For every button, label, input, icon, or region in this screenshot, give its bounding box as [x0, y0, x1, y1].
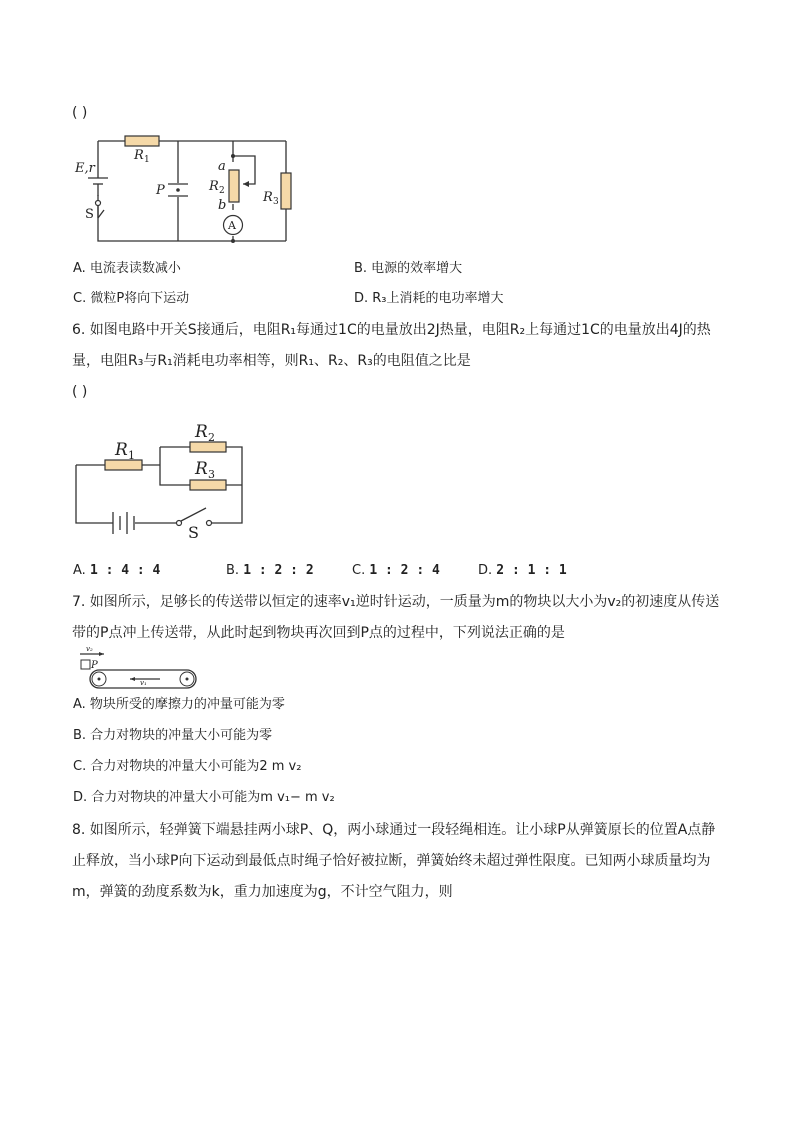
- q7-option-b: B. 合力对物块的冲量大小可能为零: [73, 728, 273, 743]
- q5-answer-paren: ( ): [72, 105, 88, 121]
- q5-option-c: C. 微粒P将向下运动: [73, 291, 190, 306]
- label-v2: v₂: [86, 645, 93, 653]
- q6-option-d: D. 2 : 1 : 1: [478, 563, 567, 578]
- q8-stem-line3: m，弹簧的劲度系数为k，重力加速度为g，不计空气阻力，则: [72, 884, 453, 900]
- q8-stem-line2: 止释放，当小球P向下运动到最低点时绳子恰好被拉断，弹簧始终未超过弹性限度。已知两小球质量均为: [72, 853, 711, 869]
- q6-option-b: B. 1 : 2 : 2: [226, 563, 314, 578]
- label-p: P: [91, 660, 98, 671]
- q6-stem-line2: 量，电阻R₃与R₁消耗电功率相等，则R₁、R₂、R₃的电阻值之比是: [72, 353, 471, 369]
- q6-option-a: A. 1 : 4 : 4: [73, 563, 161, 578]
- label-p: P: [156, 183, 165, 198]
- label-b: b: [218, 198, 227, 213]
- label-s: S: [85, 207, 94, 222]
- label-r1: R: [115, 440, 128, 460]
- label-r2: R: [209, 179, 219, 194]
- label-v1: v₁: [140, 679, 147, 687]
- svg-text:3: 3: [273, 197, 279, 207]
- ammeter-label: A: [228, 219, 236, 232]
- q6-option-c: C. 1 : 2 : 4: [352, 563, 440, 578]
- label-r3: R: [195, 459, 208, 479]
- svg-text:1: 1: [144, 155, 150, 165]
- svg-text:1: 1: [128, 449, 135, 462]
- q7-stem-line1: 7. 如图所示，足够长的传送带以恒定的速率v₁逆时针运动，一质量为m的物块以大小为v₂的初速度从传送: [72, 594, 720, 610]
- svg-text:2: 2: [219, 186, 225, 196]
- q5-option-b: B. 电源的效率增大: [354, 261, 463, 276]
- q7-stem-line2: 带的P点冲上传送带，从此时起到物块再次回到P点的过程中，下列说法正确的是: [72, 625, 565, 641]
- block: [81, 660, 90, 669]
- q6-stem-line1: 6. 如图电路中开关S接通后，电阻R₁每通过1C的电量放出2J热量，电阻R₂上每通过1C的电量放出4J的热: [72, 322, 711, 338]
- q7-option-a: A. 物块所受的摩擦力的冲量可能为零: [73, 697, 285, 712]
- q6-answer-paren: ( ): [72, 384, 88, 400]
- label-er: E,r: [75, 161, 95, 176]
- q5-option-a: A. 电流表读数减小: [73, 261, 181, 276]
- q7-option-c: C. 合力对物块的冲量大小可能为2 m v₂: [73, 759, 302, 774]
- q5-option-d: D. R₃上消耗的电功率增大: [354, 291, 504, 306]
- label-r3: R: [263, 190, 273, 205]
- q8-stem-line1: 8. 如图所示，轻弹簧下端悬挂两小球P、Q，两小球通过一段轻绳相连。让小球P从弹簧原长的位置A点静: [72, 822, 716, 838]
- label-r2: R: [195, 422, 208, 442]
- label-s: S: [188, 523, 199, 542]
- q7-option-d: D. 合力对物块的冲量大小可能为m v₁− m v₂: [73, 790, 335, 805]
- label-r1: R: [134, 148, 144, 163]
- label-a: a: [218, 159, 226, 174]
- svg-text:2: 2: [208, 431, 215, 444]
- svg-text:3: 3: [208, 468, 215, 481]
